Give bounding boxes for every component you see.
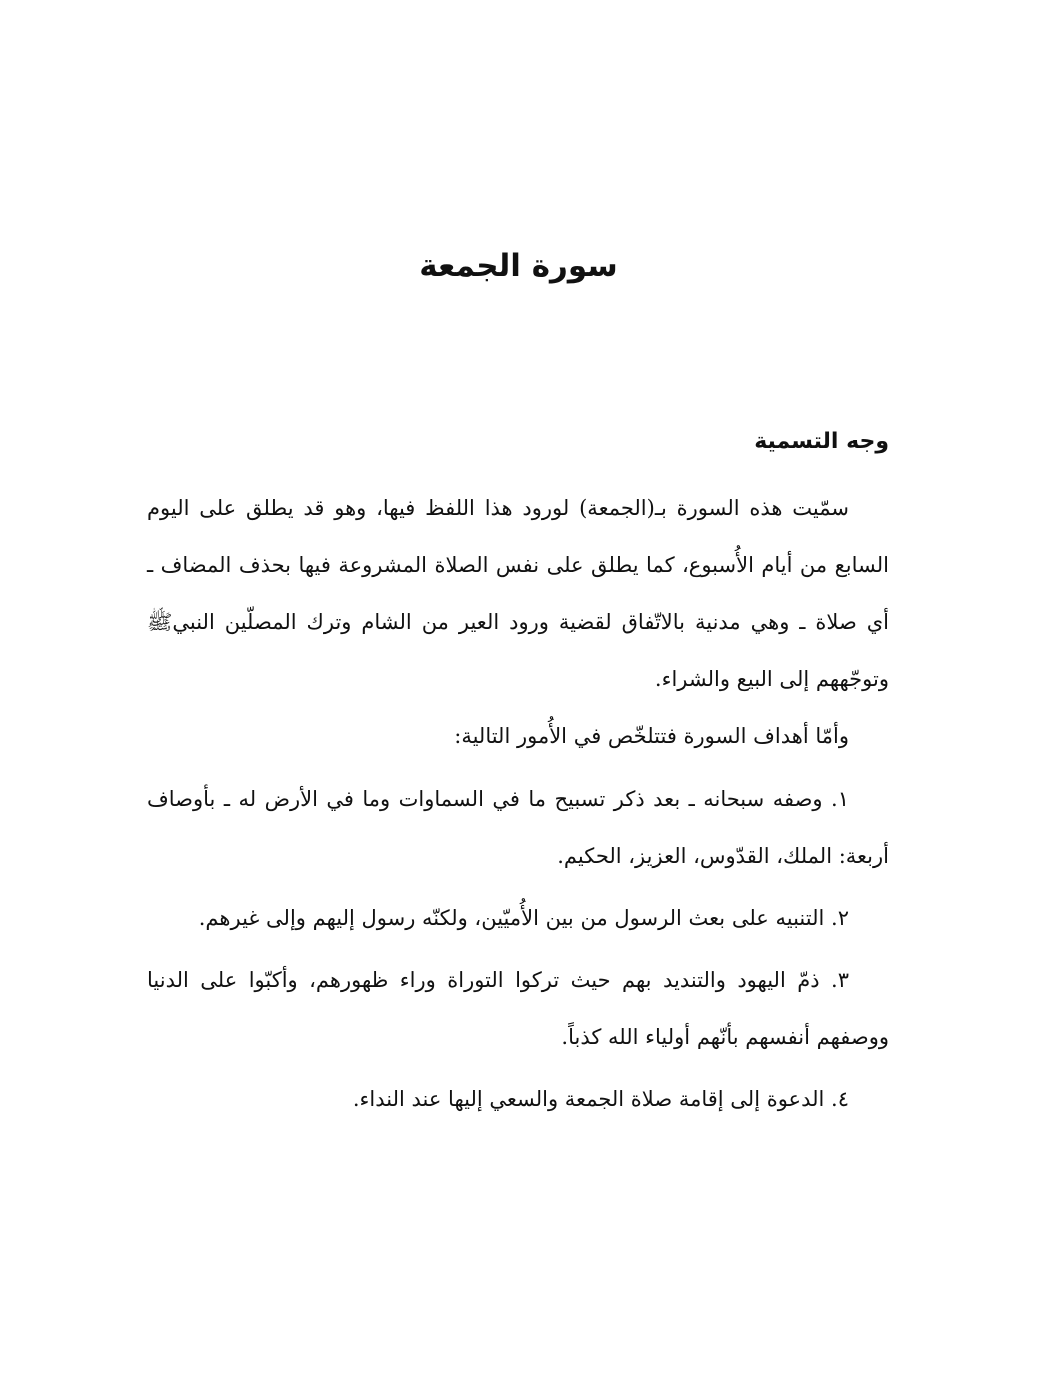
goals-intro-paragraph: وأمّا أهداف السورة فتتلخّص في الأُمور التالية: <box>454 724 849 748</box>
goal-item-3 <box>147 952 889 1066</box>
naming-paragraph: سمّيت هذه السورة بـ(الجمعة) لورود هذا اللفظ فيها، وهو قد يطلق على اليوم السابع من أيام الأُسبوع، كما يطلق على نفس الصلاة المشروعة فيها بحذف المضاف ـ أي صلاة ـ وهي مدنية بالاتّفاق لقضية ورود العير من الشام وترك المصلّين النبيﷺ وتوجّههم إلى البيع والشراء. <box>147 496 889 691</box>
goal-item-2 <box>147 890 889 947</box>
goal-text: التنبيه على بعث الرسول من بين الأُميّين، ولكنّه رسول إليهم وإلى غيرهم. <box>198 906 825 930</box>
goal-item-4 <box>147 1071 889 1128</box>
goal-number: ٣. <box>831 968 849 992</box>
goal-text: وصفه سبحانه ـ بعد ذكر تسبيح ما في السماوات وما في الأرض له ـ بأوصاف أربعة: الملك، القدّوس، العزيز، الحكيم. <box>147 787 889 868</box>
surah-title: سورة الجمعة <box>419 248 618 284</box>
goal-text: ذمّ اليهود والتنديد بهم حيث تركوا التوراة وراء ظهورهم، وأكبّوا على الدنيا ووصفهم أنفسهم بأنّهم أولياء الله كذباً. <box>147 968 889 1049</box>
goal-number: ٤. <box>831 1087 849 1111</box>
section-heading: وجه التسمية <box>754 429 889 454</box>
body-text <box>147 480 889 1133</box>
goal-number: ٢. <box>831 906 849 930</box>
goal-text: الدعوة إلى إقامة صلاة الجمعة والسعي إليها عند النداء. <box>352 1087 825 1111</box>
goal-number: ١. <box>831 787 849 811</box>
goal-item-1 <box>147 771 889 885</box>
